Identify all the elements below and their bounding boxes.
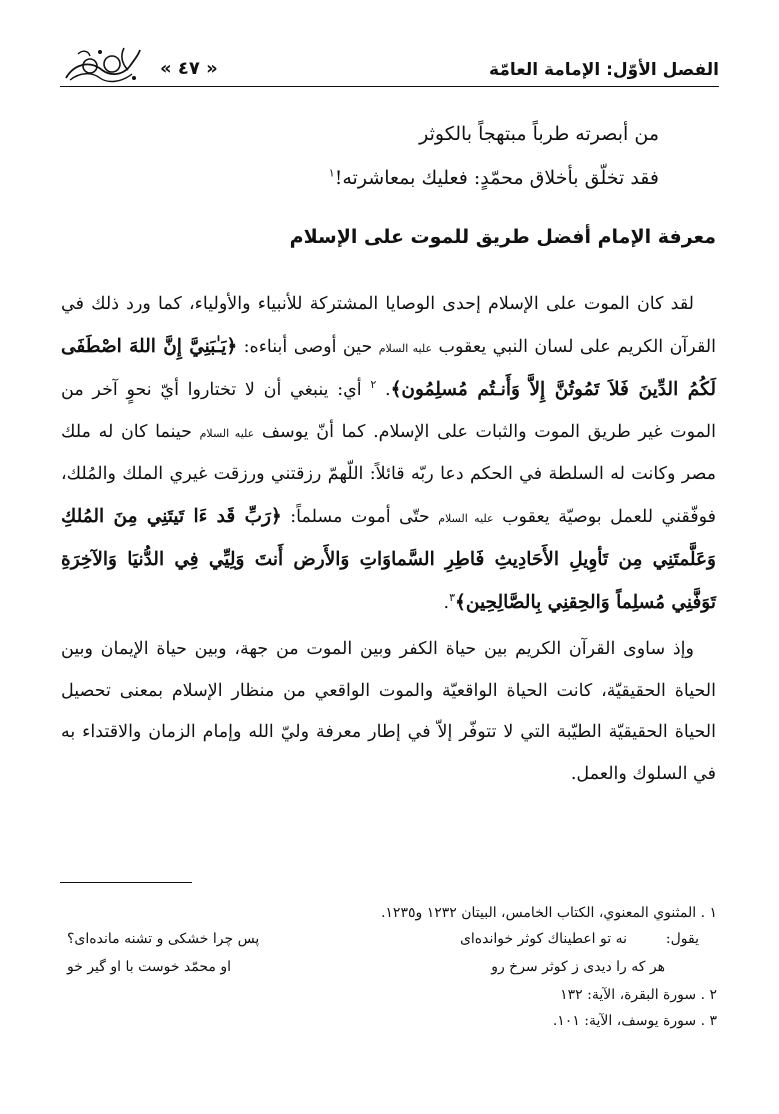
p1-d: حينما كان له ملك مصر وكانت له السلطة في الحكم دعا ربّه قائلاً: اللّهمّ رزقتني ورزقت غيري الملك والمُلك، فوفّقني للعمل بوصيّة يعقوب: [61, 421, 716, 527]
poem-line-1: من أبصرته طرباً مبتهجاً بالكوثر: [419, 123, 659, 145]
footnote-2: ٢ . سورة البقرة، الآية: ١٣٢: [560, 987, 717, 1003]
persian-couplet: [57, 926, 717, 982]
quran-verse-1: ﴿يَـٰبَنِيَّ إِنَّ اللهَ اصْطَفَى لَكُمُ الدِّينَ فَلاَ تَمُوتُنَّ إِلاَّ وَأَنـتُم مُسلِمُون﴾: [61, 335, 716, 400]
pbuh-yaqub-2: عليه السلام: [438, 511, 494, 525]
footnote-separator: [60, 882, 192, 883]
persian-hemistich-1: نه تو اعطيناك كوثر خوانده‌ای: [459, 931, 627, 947]
p1-a: لقد كان الموت على الإسلام إحدى الوصايا المشتركة للأنبياء والأولياء، كما ورد ذلك في القرآن الكريم على لسان النبي يعقوب: [61, 294, 716, 357]
paragraph-2: [61, 629, 716, 795]
footnote-marker-2: ٢: [370, 378, 377, 392]
footnote-3: ٣ . سورة يوسف، الآية: ١٠١.: [552, 1013, 717, 1029]
running-title: الفصل الأوّل: الإمامة العامّة: [489, 60, 719, 80]
section-heading: معرفة الإمام أفضل طريق للموت على الإسلام: [289, 226, 716, 248]
pbuh-yusuf: عليه السلام: [199, 426, 255, 440]
p1-c: أي: ينبغي أن لا تختاروا أيّ نحوٍ آخر من الموت غير طريق الموت والثبات على الإسلام. كما أنّ يوسف: [61, 380, 716, 442]
p1-e: حتّى أموت مسلماً:: [290, 506, 430, 527]
p2-text: وإذ ساوى القرآن الكريم بين حياة الكفر وبين الموت من جهة، وبين حياة الإيمان وبين الحياة الحقيقيّة، كانت الحياة الواقعيّة والموت الواقعي من منظار الإسلام بمعنى تحصيل الحياة الحقيقيّة الطيّبة التي لا تتوفّر إلاّ في إطار معرفة وليّ الله وإمام الزمان والاقتداء به في السلوك والعمل.: [61, 639, 716, 784]
poem-line-2: [329, 156, 659, 200]
persian-hemistich-2: پس چرا خشكی و تشنه مانده‌ای؟: [67, 931, 260, 947]
header-rule: [60, 86, 719, 87]
p1-b: حين أوصى أبناءه:: [243, 336, 373, 357]
persian-hemistich-4: او محمّد خوست با او گیر خو: [67, 959, 232, 975]
paragraph-1: لقد كان الموت على الإسلام إحدى الوصايا المشتركة للأنبياء والأولياء، كما ورد ذلك في القرآن الكريم على لسان النبي يعقوب عليه السلام حين أوصى أبناءه: ﴿يَـٰبَنِيَّ إِنَّ اللهَ اصْطَفَى لَكُمُ الدِّينَ فَلاَ تَمُوتُنَّ إِلاَّ وَأَنـتُم مُسلِمُون﴾. $^٢$ أي: ينبغي أن لا تختاروا أيّ نحوٍ آخر من الموت غير طريق الموت والثبات على الإسلام. كما أنّ يوسف عليه السلام حينما كان له ملك مصر وكانت له السلطة في الحكم دعا ربّه قائلاً: اللّهمّ رزقتني ورزقت غيري الملك والمُلك، فوفّقني للعمل بوصيّة يعقوب عليه السلام حتّى أموت مسلماً: ﴿رَبِّ قَد ءَا تَيتَنِي مِنَ المُلكِ وَعَلَّمتَنِي مِن تَأوِيلِ الأَحَادِيثِ فَاطِرِ السَّماوَاتِ وَالأَرض أَنتَ وَلِيِّي فِي الدُّنيَا وَالآخِرَةِ تَوَفَّنِي مُسلِماً وَالحِقنِي بِالصَّالِحِين﴾$^٣$.: [61, 294, 716, 613]
footnote-marker-3: ٣: [449, 590, 456, 604]
page-header: [60, 42, 719, 88]
pbuh-yaqub: عليه السلام: [378, 341, 433, 355]
poem-line-2-text: فقد تخلّق بأخلاق محمّدٍ: فعليك بمعاشرته!: [334, 167, 659, 189]
poem: [329, 112, 659, 200]
persian-hemistich-3: هر كه را دیدی ز كوثر سرخ رو: [491, 959, 665, 975]
page-number: « ٤٧ »: [160, 58, 218, 79]
footnotes: [57, 900, 717, 1034]
footnote-1: ١ . المثنوي المعنوي، الكتاب الخامس، البيتان ١٢٣٢ و١٢٣٥.: [380, 905, 717, 921]
calligraphy-ornament-icon: [60, 42, 144, 86]
persian-lead: يقول:: [665, 931, 699, 947]
quran-verse-2: ﴿رَبِّ قَد ءَا تَيتَنِي مِنَ المُلكِ وَعَلَّمتَنِي مِن تَأوِيلِ الأَحَادِيثِ فَاطِرِ السَّماوَاتِ وَالأَرض أَنتَ وَلِيِّي فِي الدُّنيَا وَالآخِرَةِ تَوَفَّنِي مُسلِماً وَالحِقنِي بِالصَّالِحِين﴾: [61, 505, 716, 613]
footnote-marker-1: ١: [328, 166, 335, 180]
body-text: [61, 284, 716, 795]
